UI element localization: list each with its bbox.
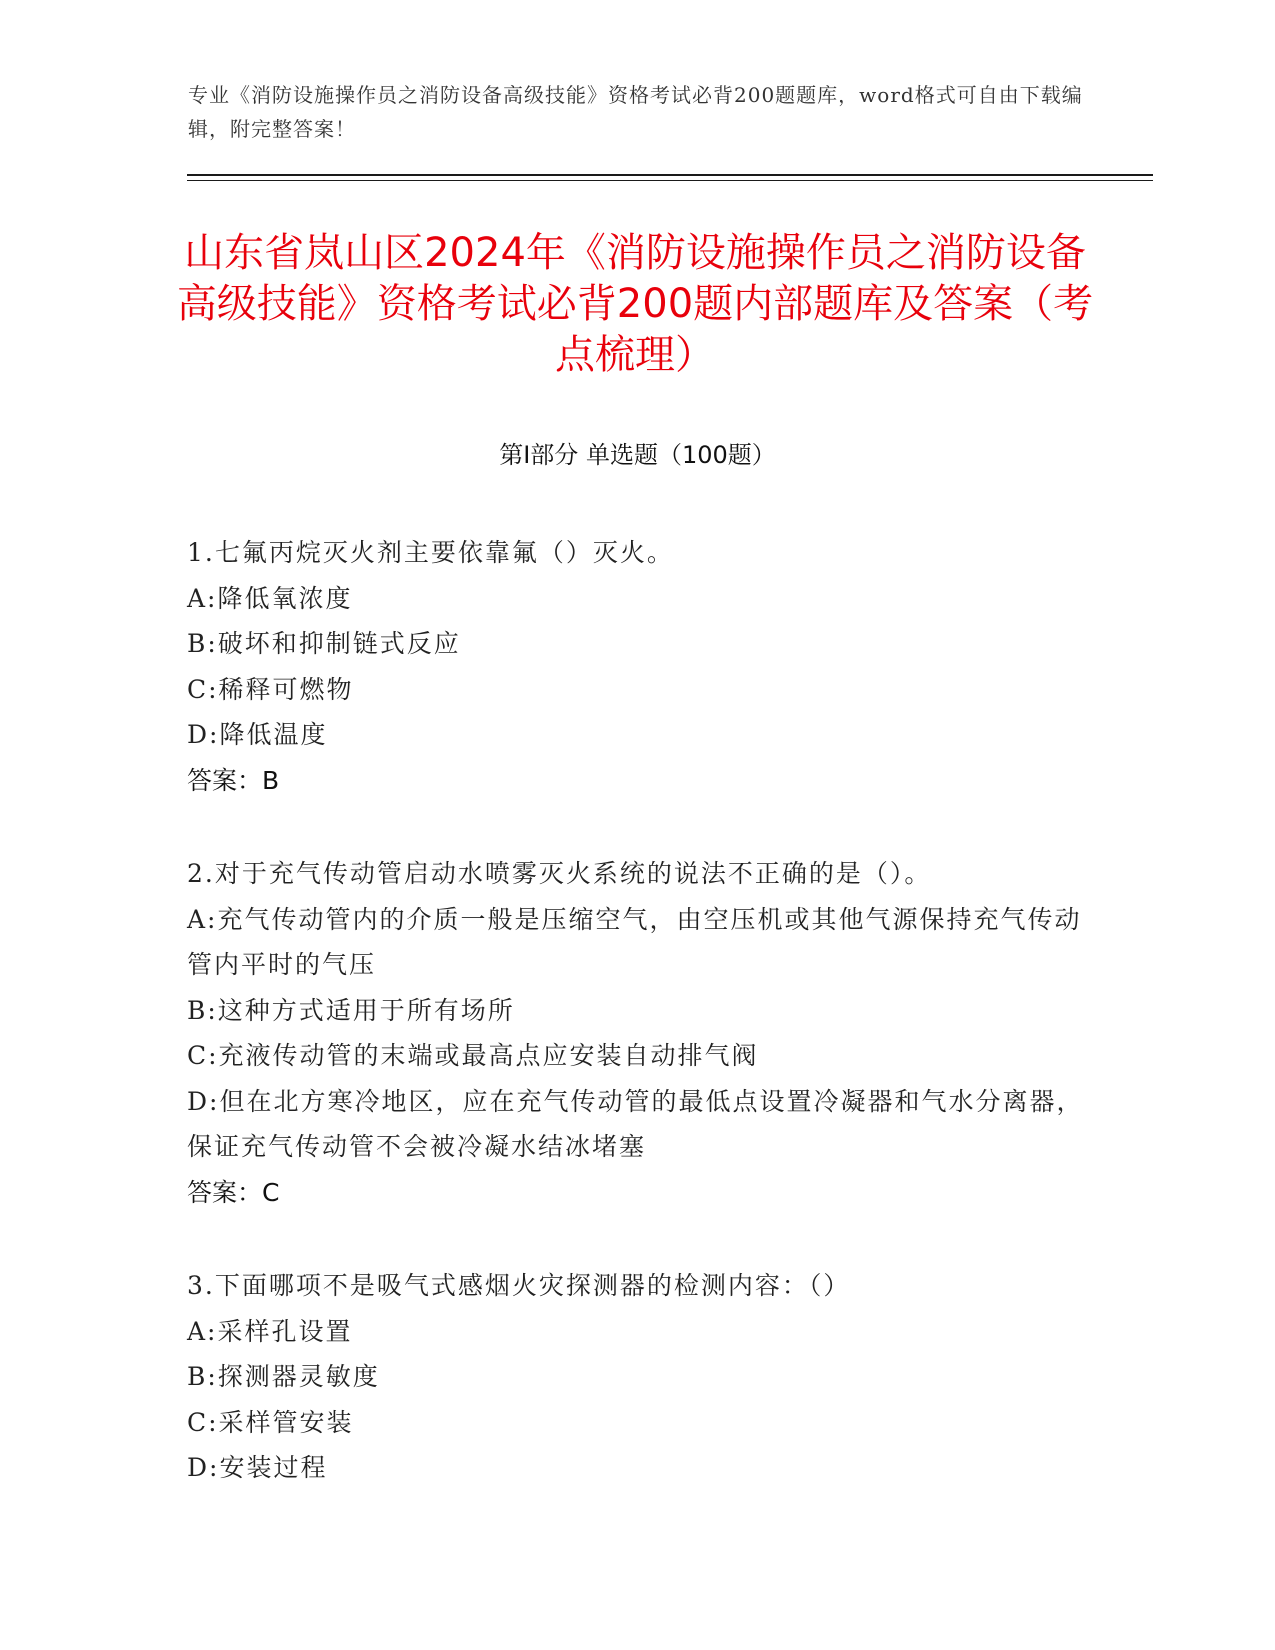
question-2 (187, 851, 1087, 1215)
option-c: C:充液传动管的末端或最高点应安装自动排气阀 (187, 1041, 759, 1070)
answer: 答案：C (187, 1177, 280, 1207)
question-1 (187, 530, 1087, 803)
option-c: C:采样管安装 (187, 1407, 354, 1437)
option-d: D:但在北方寒冷地区，应在充气传动管的最低点设置冷凝器和气水分离器，保证充气传动管不会被冷凝水结冰堵塞 (187, 1086, 1084, 1161)
option-c: C:稀释可燃物 (187, 674, 354, 704)
header-divider-thin (187, 180, 1153, 181)
header-note: 专业《消防设施操作员之消防设备高级技能》资格考试必背200题题库，word格式可自由下载编辑，附完整答案！ (188, 83, 1083, 141)
option-d: D:降低温度 (187, 720, 328, 749)
question-stem: 3.下面哪项不是吸气式感烟火灾探测器的检测内容：（） (187, 1271, 851, 1300)
question-3 (187, 1263, 1087, 1491)
question-stem: 2.对于充气传动管启动水喷雾灭火系统的说法不正确的是（）。 (187, 859, 932, 888)
header-divider-thick (187, 174, 1153, 176)
question-stem: 1.七氟丙烷灭火剂主要依靠氟（）灭火。 (187, 538, 674, 567)
option-d: D:安装过程 (187, 1453, 328, 1482)
answer: 答案：B (187, 765, 280, 795)
document-title: 山东省岚山区2024年《消防设施操作员之消防设备高级技能》资格考试必背200题内部题库及答案（考点梳理） (176, 230, 1094, 378)
option-b: B:破坏和抑制链式反应 (187, 629, 461, 658)
option-b: B:这种方式适用于所有场所 (187, 995, 515, 1025)
section-title: 第Ⅰ部分 单选题（100题） (499, 441, 776, 469)
option-b: B:探测器灵敏度 (187, 1362, 380, 1391)
question-list (187, 530, 1087, 1539)
option-a: A:充气传动管内的介质一般是压缩空气，由空压机或其他气源保持充气传动管内平时的气压 (187, 904, 1082, 979)
option-a: A:降低氧浓度 (187, 583, 353, 613)
option-a: A:采样孔设置 (187, 1316, 353, 1346)
